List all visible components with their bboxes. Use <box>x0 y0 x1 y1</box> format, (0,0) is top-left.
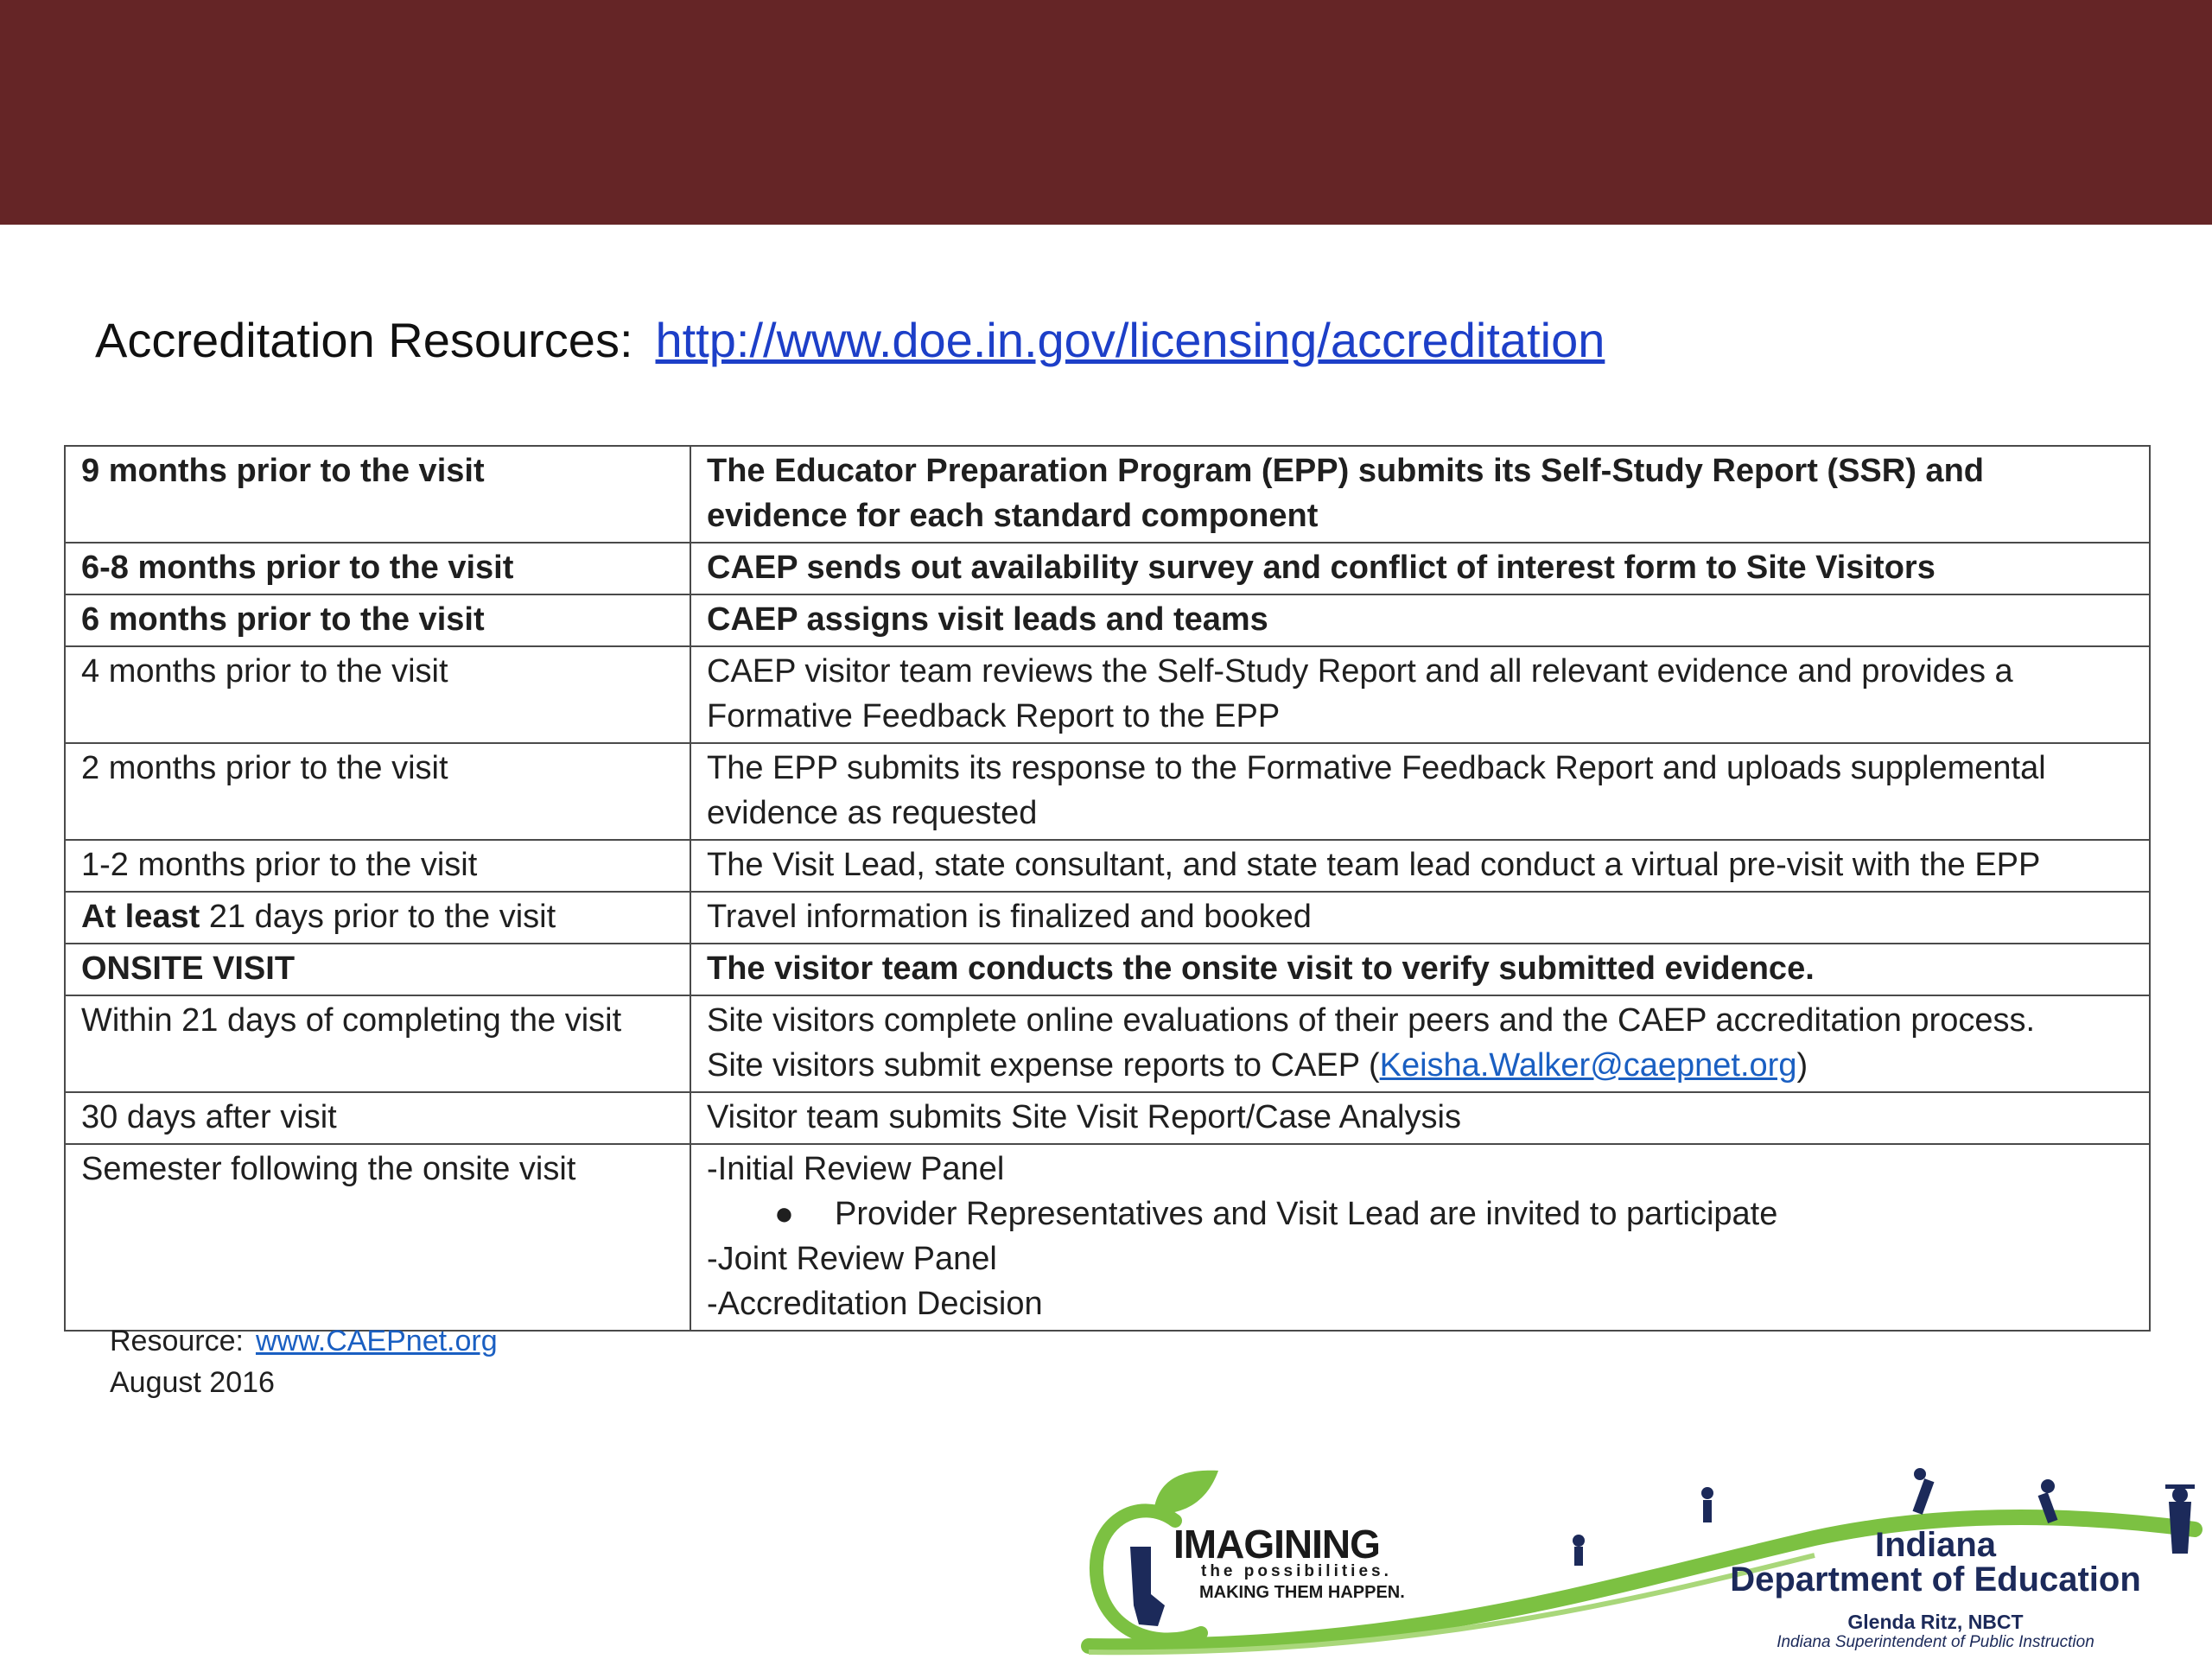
list-item <box>707 1192 2133 1236</box>
when-rest: 21 days prior to the visit <box>200 899 556 935</box>
timeline-when-cell: 2 months prior to the visit <box>65 743 690 840</box>
timeline-what-cell <box>690 1144 2150 1331</box>
list-item: -Initial Review Panel <box>707 1151 1005 1187</box>
timeline-when-cell: 9 months prior to the visit <box>65 446 690 543</box>
timeline-what-cell: The Visit Lead, state consultant, and state team lead conduct a virtual pre-visit with the EPP <box>690 840 2150 892</box>
when-bold-prefix: At least <box>81 899 200 935</box>
what-line-suffix: ) <box>1796 1047 1808 1084</box>
logo-footer <box>1071 1460 2212 1659</box>
caepnet-link[interactable]: www.CAEPnet.org <box>255 1325 498 1357</box>
table-row <box>65 646 2150 743</box>
table-row <box>65 944 2150 995</box>
making-them-happen-text: MAKING THEM HAPPEN. <box>1199 1583 1405 1602</box>
bullet-text: Provider Representatives and Visit Lead are invited to participate <box>835 1196 1778 1232</box>
timeline-when-cell: Semester following the onsite visit <box>65 1144 690 1331</box>
heading-label: Accreditation Resources: <box>95 313 633 367</box>
doe-department-name: Department of Education <box>1730 1560 2141 1599</box>
timeline-what-cell: Travel information is finalized and booked <box>690 892 2150 944</box>
timeline-what-cell: The Educator Preparation Program (EPP) submits its Self-Study Report (SSR) and evidence for each standard component <box>690 446 2150 543</box>
timeline-what-cell: Visitor team submits Site Visit Report/Case Analysis <box>690 1092 2150 1144</box>
timeline-when-cell: 4 months prior to the visit <box>65 646 690 743</box>
timeline-when-cell: 1-2 months prior to the visit <box>65 840 690 892</box>
visit-timeline-table <box>64 445 2151 1332</box>
accreditation-url-link[interactable]: http://www.doe.in.gov/licensing/accreditation <box>655 313 1605 367</box>
timeline-when-cell: ONSITE VISIT <box>65 944 690 995</box>
doe-superintendent-title: Indiana Superintendent of Public Instruction <box>1777 1633 2094 1651</box>
timeline-what-cell <box>690 995 2150 1092</box>
table-row <box>65 995 2150 1092</box>
accreditation-resources-heading <box>95 309 1605 372</box>
table-row <box>65 543 2150 594</box>
list-item: -Accreditation Decision <box>707 1286 1043 1322</box>
what-line: Site visitors complete online evaluations of their peers and the CAEP accreditation process. <box>707 1002 2036 1039</box>
resource-line <box>110 1320 498 1362</box>
resource-date: August 2016 <box>110 1366 275 1399</box>
timeline-when-cell: 6 months prior to the visit <box>65 594 690 646</box>
what-line <box>707 1043 2133 1088</box>
timeline-when-cell: 6-8 months prior to the visit <box>65 543 690 594</box>
table-row <box>65 446 2150 543</box>
top-banner <box>0 0 2212 225</box>
table-row <box>65 1144 2150 1331</box>
timeline-what-cell: CAEP sends out availability survey and conflict of interest form to Site Visitors <box>690 543 2150 594</box>
timeline-what-cell: CAEP assigns visit leads and teams <box>690 594 2150 646</box>
doe-superintendent-name: Glenda Ritz, NBCT <box>1847 1611 2024 1633</box>
timeline-what-cell: The EPP submits its response to the Formative Feedback Report and uploads supplemental evidence as requested <box>690 743 2150 840</box>
timeline-when-cell <box>65 892 690 944</box>
table-row <box>65 1092 2150 1144</box>
resource-label: Resource: <box>110 1325 244 1357</box>
table-row <box>65 892 2150 944</box>
timeline-what-cell: The visitor team conducts the onsite visit to verify submitted evidence. <box>690 944 2150 995</box>
doe-state-name: Indiana <box>1874 1526 1997 1564</box>
possibilities-text: the possibilities. <box>1201 1562 1392 1580</box>
table-row <box>65 840 2150 892</box>
table-row <box>65 594 2150 646</box>
list-item: -Joint Review Panel <box>707 1241 997 1277</box>
table-row <box>65 743 2150 840</box>
what-line-prefix: Site visitors submit expense reports to CAEP ( <box>707 1047 1380 1084</box>
imagining-logo-text: IMAGINING <box>1173 1522 1380 1567</box>
timeline-when-cell: Within 21 days of completing the visit <box>65 995 690 1092</box>
timeline-what-cell: CAEP visitor team reviews the Self-Study Report and all relevant evidence and provides a Formative Feedback Report to the EPP <box>690 646 2150 743</box>
timeline-when-cell: 30 days after visit <box>65 1092 690 1144</box>
resource-note <box>110 1320 498 1403</box>
email-link[interactable]: Keisha.Walker@caepnet.org <box>1379 1047 1797 1084</box>
bullet-icon: ● <box>774 1196 794 1232</box>
